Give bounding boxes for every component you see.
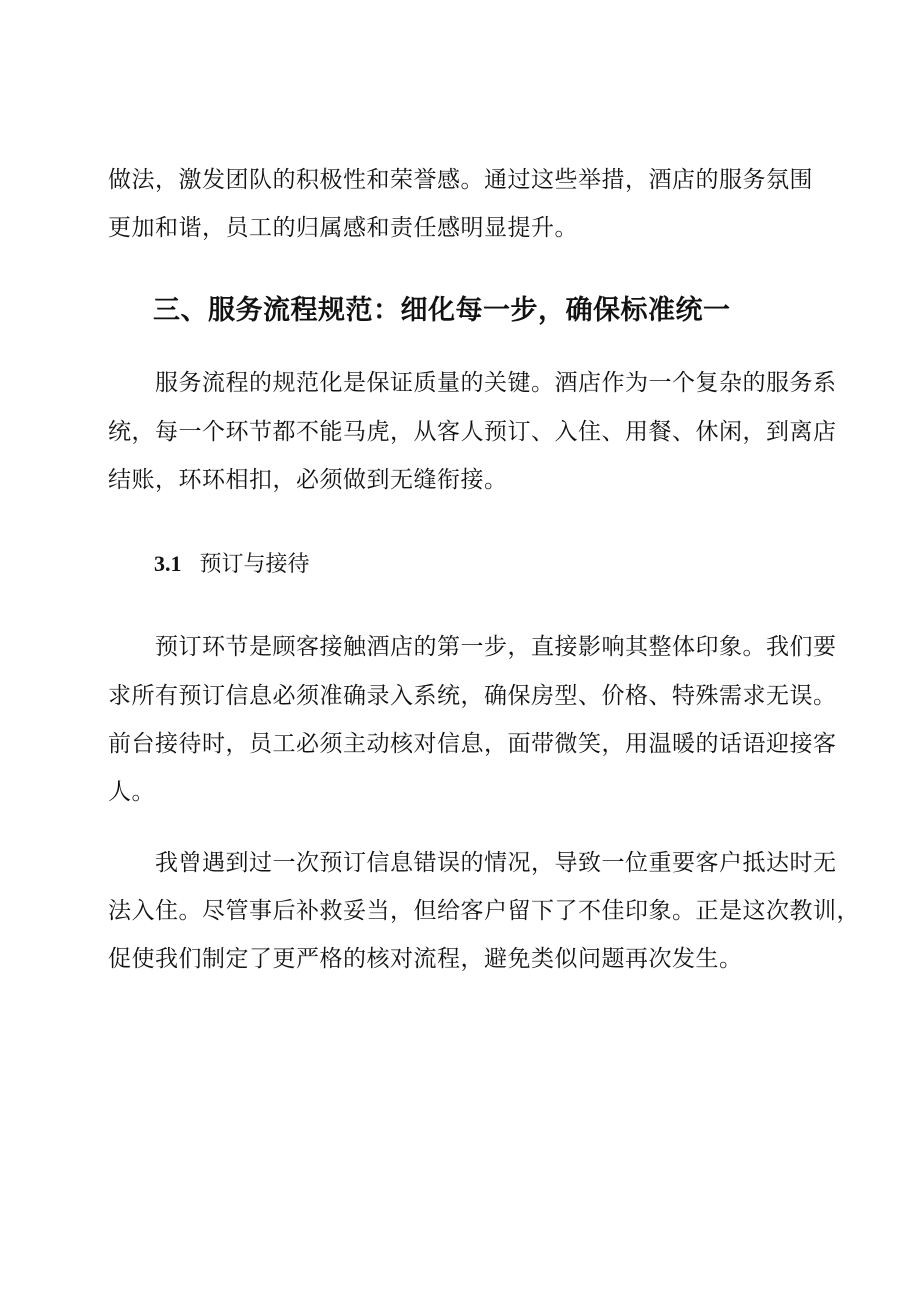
section-heading: 三、服务流程规范：细化每一步，确保标准统一 <box>153 295 731 326</box>
section-para-line-2: 统，每一个环节都不能马虎，从客人预订、入住、用餐、休闲，到离店 <box>108 419 837 445</box>
sub-para2-line-2: 法入住。尽管事后补救妥当，但给客户留下了不佳印象。正是这次教训， <box>108 898 860 924</box>
subsection-title: 预订与接待 <box>199 552 310 577</box>
sub-para1-line-2: 求所有预订信息必须准确录入系统，确保房型、价格、特殊需求无误。 <box>108 683 837 709</box>
sub-para2-line-3: 促使我们制定了更严格的核对流程，避免类似问题再次发生。 <box>108 946 743 972</box>
section-para-line-3: 结账，环环相扣，必须做到无缝衔接。 <box>108 467 508 493</box>
intro-line-2: 更加和谐，员工的归属感和责任感明显提升。 <box>108 215 578 241</box>
sub-para1-line-3: 前台接待时，员工必须主动核对信息，面带微笑，用温暖的话语迎接客 <box>108 731 837 757</box>
sub-para1-line-1: 预订环节是顾客接触酒店的第一步，直接影响其整体印象。我们要 <box>155 634 837 660</box>
section-para-line-1: 服务流程的规范化是保证质量的关键。酒店作为一个复杂的服务系 <box>155 370 837 396</box>
subsection-number: 3.1 <box>154 551 182 576</box>
sub-para2-line-1: 我曾遇到过一次预订信息错误的情况，导致一位重要客户抵达时无 <box>155 850 837 876</box>
subsection-heading <box>154 549 310 580</box>
sub-para1-line-4: 人。 <box>108 779 155 805</box>
intro-line-1: 做法，激发团队的积极性和荣誉感。通过这些举措，酒店的服务氛围 <box>108 167 813 193</box>
